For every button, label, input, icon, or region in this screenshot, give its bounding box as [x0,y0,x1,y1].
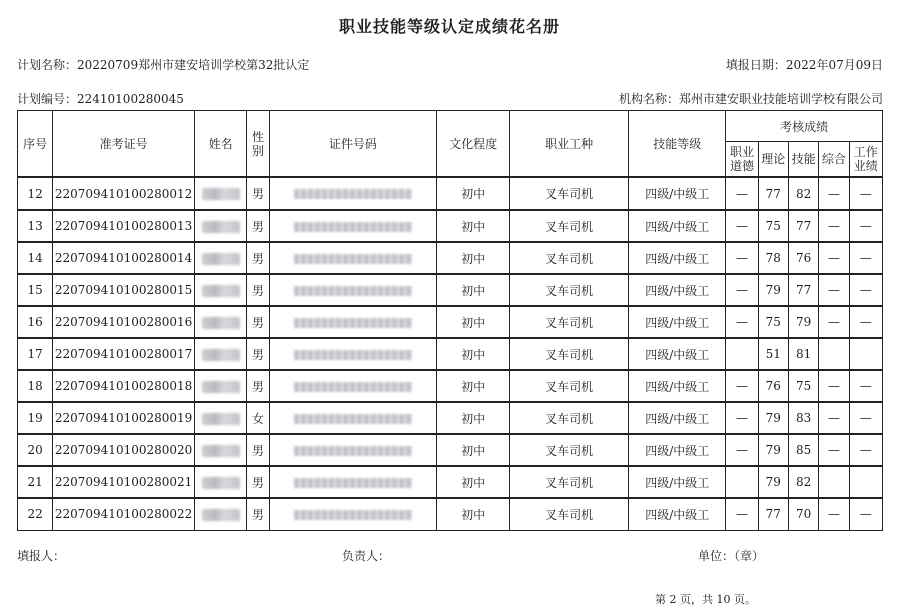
name-cell [194,434,247,466]
header-theory: 理论 [758,142,788,178]
name-cell [194,370,247,402]
gender-cell: 男 [247,306,269,338]
skill-score-cell: 76 [788,242,818,274]
header-overall: 综合 [819,142,849,178]
theory-score-cell: 77 [758,177,788,210]
ticket-number-cell: 220709410100280014 [53,242,194,274]
work-performance-cell: — [849,242,882,274]
table-row [18,306,883,338]
overall-score-cell: — [819,274,849,306]
occupation-cell: 叉车司机 [510,370,629,402]
gender-cell: 男 [247,242,269,274]
skill-level-cell: 四级/中级工 [629,434,726,466]
plan-name: 计划名称：20220709郑州市建安培训学校第32批认定 [17,58,310,72]
occupation-cell: 叉车司机 [510,306,629,338]
redacted-id-number [294,189,412,199]
header-work-performance: 工作 业绩 [849,142,882,178]
header-ticket-number: 准考证号 [53,111,194,178]
gender-cell: 男 [247,498,269,530]
ethics-score-cell: — [726,498,758,530]
work-performance-cell: — [849,402,882,434]
table-row [18,177,883,210]
redacted-name [202,381,240,393]
ticket-number-cell: 220709410100280018 [53,370,194,402]
occupation-cell: 叉车司机 [510,274,629,306]
ticket-number-cell: 220709410100280017 [53,338,194,370]
seq-cell: 18 [18,370,53,402]
ethics-score-cell: — [726,274,758,306]
theory-score-cell: 75 [758,306,788,338]
seq-cell: 22 [18,498,53,530]
theory-score-cell: 79 [758,274,788,306]
overall-score-cell [819,338,849,370]
education-cell: 初中 [437,306,510,338]
seq-cell: 14 [18,242,53,274]
organization-name: 机构名称：郑州市建安职业技能培训学校有限公司 [618,92,883,106]
ethics-score-cell: — [726,402,758,434]
name-cell [194,338,247,370]
id-number-cell [269,338,437,370]
skill-score-cell: 75 [788,370,818,402]
seq-cell: 19 [18,402,53,434]
seq-cell: 15 [18,274,53,306]
name-cell [194,177,247,210]
skill-score-cell: 81 [788,338,818,370]
seq-cell: 13 [18,210,53,242]
ethics-score-cell [726,338,758,370]
education-cell: 初中 [437,402,510,434]
name-cell [194,498,247,530]
redacted-id-number [294,350,412,360]
overall-score-cell: — [819,370,849,402]
overall-score-cell: — [819,177,849,210]
work-performance-cell: — [849,498,882,530]
work-performance-cell: — [849,274,882,306]
fill-date: 填报日期：2022年07月09日 [725,58,883,72]
work-performance-cell: — [849,434,882,466]
id-number-cell [269,242,437,274]
table-row [18,274,883,306]
id-number-cell [269,370,437,402]
name-cell [194,274,247,306]
redacted-id-number [294,510,412,520]
gender-cell: 女 [247,402,269,434]
education-cell: 初中 [437,210,510,242]
redacted-id-number [294,286,412,296]
seq-cell: 12 [18,177,53,210]
header-skill-level: 技能等级 [629,111,726,178]
seq-cell: 21 [18,466,53,498]
redacted-id-number [294,478,412,488]
id-number-cell [269,274,437,306]
overall-score-cell: — [819,242,849,274]
gender-cell: 男 [247,434,269,466]
redacted-name [202,317,240,329]
work-performance-cell [849,466,882,498]
ticket-number-cell: 220709410100280015 [53,274,194,306]
skill-level-cell: 四级/中级工 [629,402,726,434]
table-row [18,498,883,530]
name-cell [194,210,247,242]
theory-score-cell: 76 [758,370,788,402]
skill-level-cell: 四级/中级工 [629,370,726,402]
name-cell [194,242,247,274]
filler-label: 填报人： [17,549,66,563]
ticket-number-cell: 220709410100280013 [53,210,194,242]
redacted-id-number [294,414,412,424]
skill-score-cell: 85 [788,434,818,466]
ethics-score-cell: — [726,434,758,466]
gender-cell: 男 [247,210,269,242]
header-assessment-scores: 考核成绩 [726,111,883,142]
header-gender: 性 别 [247,111,269,178]
theory-score-cell: 51 [758,338,788,370]
table-row [18,210,883,242]
redacted-name [202,509,240,521]
redacted-id-number [294,254,412,264]
unit-seal-label: 单位：（章） [698,549,765,563]
skill-level-cell: 四级/中级工 [629,466,726,498]
ethics-score-cell: — [726,370,758,402]
table-row [18,434,883,466]
seq-cell: 16 [18,306,53,338]
header-ethics: 职业 道德 [726,142,758,178]
header-education: 文化程度 [437,111,510,178]
education-cell: 初中 [437,370,510,402]
skill-score-cell: 77 [788,210,818,242]
header-id-number: 证件号码 [269,111,437,178]
table-row [18,402,883,434]
education-cell: 初中 [437,498,510,530]
skill-score-cell: 70 [788,498,818,530]
id-number-cell [269,434,437,466]
redacted-id-number [294,222,412,232]
occupation-cell: 叉车司机 [510,434,629,466]
theory-score-cell: 77 [758,498,788,530]
ethics-score-cell: — [726,177,758,210]
occupation-cell: 叉车司机 [510,466,629,498]
ethics-score-cell: — [726,306,758,338]
redacted-name [202,188,240,200]
skill-level-cell: 四级/中级工 [629,306,726,338]
theory-score-cell: 78 [758,242,788,274]
occupation-cell: 叉车司机 [510,498,629,530]
document-title: 职业技能等级认定成绩花名册 [338,17,560,36]
id-number-cell [269,306,437,338]
header-occupation: 职业工种 [510,111,629,178]
id-number-cell [269,402,437,434]
work-performance-cell: — [849,370,882,402]
redacted-name [202,349,240,361]
occupation-cell: 叉车司机 [510,402,629,434]
education-cell: 初中 [437,242,510,274]
id-number-cell [269,466,437,498]
gender-cell: 男 [247,274,269,306]
redacted-name [202,253,240,265]
skill-score-cell: 82 [788,466,818,498]
ticket-number-cell: 220709410100280012 [53,177,194,210]
redacted-id-number [294,446,412,456]
ticket-number-cell: 220709410100280019 [53,402,194,434]
occupation-cell: 叉车司机 [510,210,629,242]
ticket-number-cell: 220709410100280016 [53,306,194,338]
table-row [18,370,883,402]
redacted-name [202,221,240,233]
gender-cell: 男 [247,370,269,402]
theory-score-cell: 79 [758,402,788,434]
work-performance-cell: — [849,177,882,210]
work-performance-cell: — [849,210,882,242]
theory-score-cell: 79 [758,434,788,466]
skill-level-cell: 四级/中级工 [629,210,726,242]
skill-level-cell: 四级/中级工 [629,177,726,210]
skill-level-cell: 四级/中级工 [629,242,726,274]
redacted-name [202,413,240,425]
table-row [18,338,883,370]
redacted-id-number [294,318,412,328]
overall-score-cell: — [819,434,849,466]
skill-level-cell: 四级/中级工 [629,274,726,306]
education-cell: 初中 [437,338,510,370]
ethics-score-cell: — [726,242,758,274]
ethics-score-cell: — [726,210,758,242]
skill-level-cell: 四级/中级工 [629,498,726,530]
skill-score-cell: 82 [788,177,818,210]
skill-score-cell: 83 [788,402,818,434]
work-performance-cell [849,338,882,370]
skill-level-cell: 四级/中级工 [629,338,726,370]
plan-number: 计划编号：22410100280045 [17,92,184,106]
occupation-cell: 叉车司机 [510,338,629,370]
table-row [18,466,883,498]
overall-score-cell: — [819,402,849,434]
skill-score-cell: 79 [788,306,818,338]
gender-cell: 男 [247,466,269,498]
seq-cell: 20 [18,434,53,466]
score-roster-table [17,110,883,531]
redacted-name [202,477,240,489]
header-name: 姓名 [194,111,247,178]
education-cell: 初中 [437,434,510,466]
name-cell [194,466,247,498]
gender-cell: 男 [247,338,269,370]
work-performance-cell: — [849,306,882,338]
occupation-cell: 叉车司机 [510,177,629,210]
overall-score-cell: — [819,306,849,338]
gender-cell: 男 [247,177,269,210]
seq-cell: 17 [18,338,53,370]
theory-score-cell: 79 [758,466,788,498]
header-skill: 技能 [788,142,818,178]
redacted-name [202,285,240,297]
table-row [18,242,883,274]
page-indicator: 第 2 页，共 10 页。 [655,593,756,606]
overall-score-cell [819,466,849,498]
education-cell: 初中 [437,466,510,498]
occupation-cell: 叉车司机 [510,242,629,274]
name-cell [194,306,247,338]
id-number-cell [269,210,437,242]
name-cell [194,402,247,434]
overall-score-cell: — [819,498,849,530]
id-number-cell [269,498,437,530]
skill-score-cell: 77 [788,274,818,306]
ticket-number-cell: 220709410100280021 [53,466,194,498]
education-cell: 初中 [437,177,510,210]
redacted-id-number [294,382,412,392]
overall-score-cell: — [819,210,849,242]
responsible-label: 负责人： [342,549,391,563]
theory-score-cell: 75 [758,210,788,242]
ticket-number-cell: 220709410100280020 [53,434,194,466]
header-seq: 序号 [18,111,53,178]
ticket-number-cell: 220709410100280022 [53,498,194,530]
ethics-score-cell [726,466,758,498]
id-number-cell [269,177,437,210]
redacted-name [202,445,240,457]
education-cell: 初中 [437,274,510,306]
